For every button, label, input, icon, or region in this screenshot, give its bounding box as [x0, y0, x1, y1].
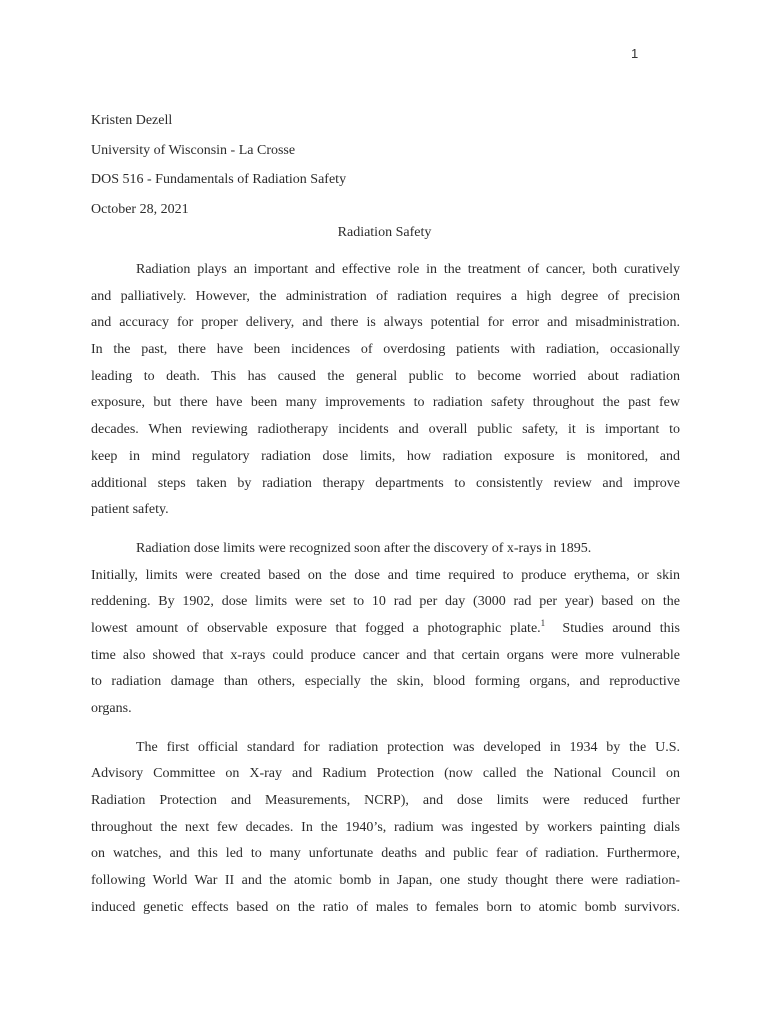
- institution-name: University of Wisconsin - La Crosse: [91, 142, 296, 158]
- paragraph-line: keep in mind regulatory radiation dose limits, how radiation exposure is monitored, and: [91, 448, 680, 464]
- paragraph-line: time also showed that x-rays could produce cancer and that certain organs were more vulnerable: [91, 647, 680, 663]
- paragraph-line: Initially, limits were created based on the dose and time required to produce erythema, or skin: [91, 567, 680, 583]
- paragraph-line: induced genetic effects based on the ratio of males to females born to atomic bomb survivors.: [91, 899, 680, 915]
- paragraph-line-text: lowest amount of observable exposure that fogged a photographic plate.: [91, 620, 541, 636]
- paragraph-line: additional steps taken by radiation therapy departments to consistently review and improve: [91, 475, 680, 491]
- author-name: Kristen Dezell: [91, 113, 173, 128]
- paragraph-line: Advisory Committee on X-ray and Radium Protection (now called the National Council on: [91, 766, 680, 782]
- paragraph-line: Radiation plays an important and effective role in the treatment of cancer, both curatively: [136, 262, 680, 277]
- document-title: Radiation Safety: [337, 225, 432, 240]
- course-name: DOS 516 - Fundamentals of Radiation Safety: [91, 172, 347, 187]
- header-block: [91, 106, 681, 224]
- paragraph-line: to radiation damage than others, especially the skin, blood forming organs, and reproductive: [91, 674, 680, 690]
- paragraph-line: The first official standard for radiation protection was developed in 1934 by the U.S.: [136, 739, 680, 755]
- paragraph-line: exposure, but there have been many improvements to radiation safety throughout the past few: [91, 395, 680, 411]
- paragraph-line: and palliatively. However, the administration of radiation requires a high degree of precision: [91, 288, 680, 304]
- paragraph-line: In the past, there have been incidences of overdosing patients with radiation, occasionally: [91, 342, 680, 358]
- paragraph-1: [91, 257, 680, 524]
- paragraph-line: Radiation Protection and Measurements, NCRP), and dose limits were reduced further: [91, 793, 680, 809]
- paragraph-line: following World War II and the atomic bomb in Japan, one study thought there were radiation-: [91, 873, 680, 889]
- paragraph-line-text: Studies around this: [545, 620, 680, 636]
- paragraph-line: decades. When reviewing radiotherapy incidents and overall public safety, it is important to: [91, 422, 680, 438]
- page-number: 1: [631, 46, 639, 61]
- paragraph-2: [91, 536, 680, 723]
- paragraph-line: organs.: [91, 701, 132, 716]
- paragraph-line: throughout the next few decades. In the 1940’s, radium was ingested by workers painting dials: [91, 819, 680, 835]
- document-date: October 28, 2021: [91, 201, 189, 217]
- paragraph-line: patient safety.: [91, 502, 169, 518]
- paragraph-line: on watches, and this led to many unfortunate deaths and public fear of radiation. Furthermore,: [91, 846, 680, 862]
- document-body: [91, 257, 680, 934]
- paragraph-line-with-footnote: [91, 616, 680, 643]
- footnote-marker[interactable]: 1: [540, 617, 546, 628]
- paragraph-line: Radiation dose limits were recognized soon after the discovery of x-rays in 1895.: [136, 540, 592, 556]
- paragraph-line: reddening. By 1902, dose limits were set to 10 rad per day (3000 rad per year) based on the: [91, 594, 680, 610]
- paragraph-line: and accuracy for proper delivery, and there is always potential for error and misadministration.: [91, 315, 680, 331]
- paragraph-line: leading to death. This has caused the general public to become worried about radiation: [91, 368, 680, 384]
- paragraph-3: [91, 735, 680, 922]
